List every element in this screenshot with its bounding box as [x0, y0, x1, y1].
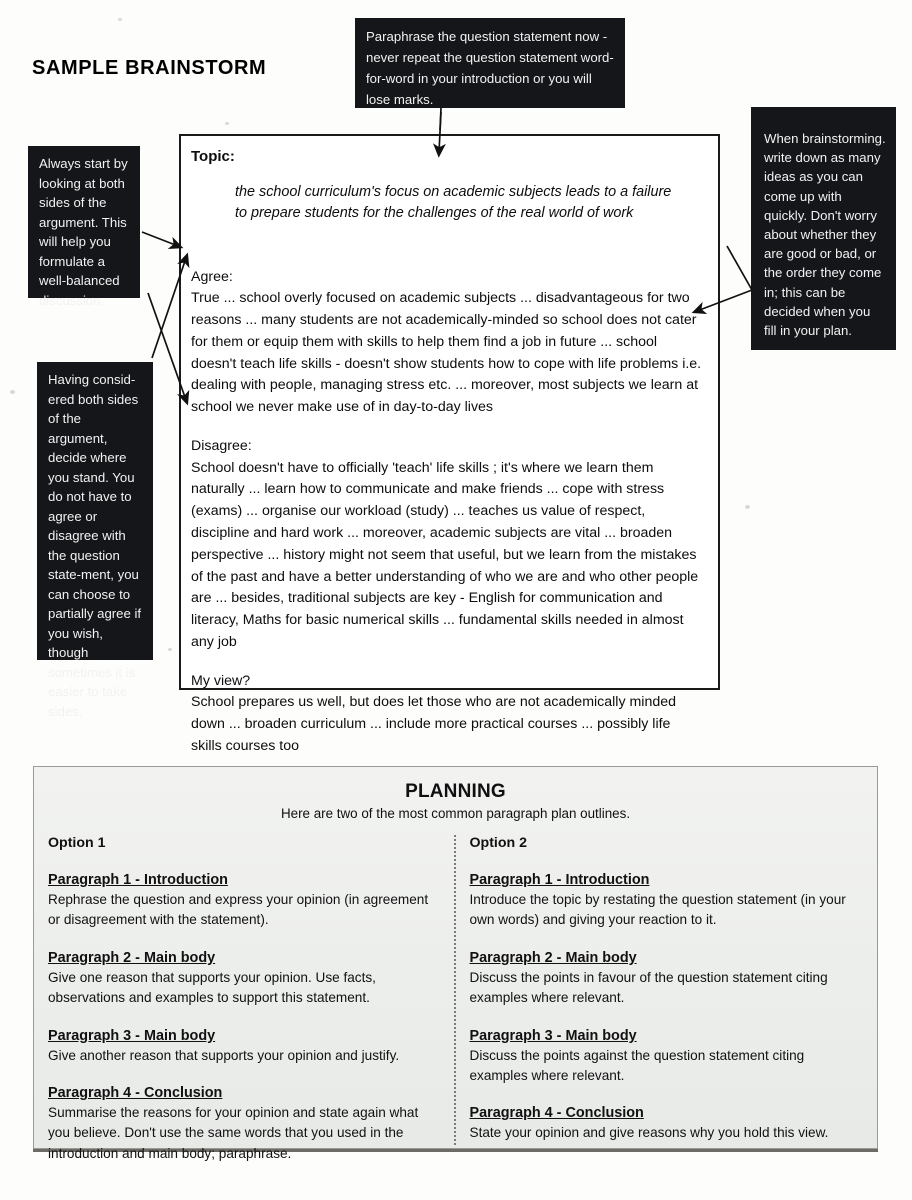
scan-speck [118, 18, 122, 21]
scan-speck [168, 648, 172, 651]
option-1-title: Option 1 [48, 835, 106, 851]
planning-column-option-1 [34, 835, 456, 1161]
option-2-paragraph-3-body: Discuss the points against the question statement citing examples where relevant. [469, 1047, 805, 1084]
option-2-paragraph-3-head: Paragraph 3 - Main body [469, 1027, 637, 1044]
option-2-title: Option 2 [469, 835, 528, 851]
option-1-paragraph-2-body: Give one reason that supports your opinion. Use facts, observations and examples to support this statement. [48, 969, 376, 1006]
scan-speck [10, 390, 15, 394]
brainstorm-sheet [179, 134, 720, 754]
option-2-paragraph-1-head: Paragraph 1 - Introduction [469, 872, 650, 888]
disagree-body: School doesn't have to officially 'teach' life skills ; it's where we learn them naturally ... learn how to communicate and make friends ... cope with stress (exams) ... organise our workload (study) ... teaches us value of respect, discipline and hard work ... moreover, academic subjects are vital ... broaden perspective ... history might not seem that useful, but we learn from the mistakes of the past and have a better understanding of who we are and who other people are ... besides, traditional subjects are key - English for communication and literacy, Maths for basic numerical skills ... fundamental skills needed in almost any job [191, 459, 699, 650]
scan-speck [745, 505, 750, 509]
disagree-label: Disagree: [191, 437, 252, 454]
connector-always-to-agree [142, 232, 178, 246]
agree-section [191, 267, 704, 419]
option-1-paragraph-4-head: Paragraph 4 - Conclusion [48, 1085, 223, 1102]
option-1-paragraph-4-body: Summarise the reasons for your opinion and state again what you believe. Don't use the same words that you used in the introduction and main body; paraphrase. [48, 1105, 419, 1161]
planning-title: PLANNING [405, 781, 506, 802]
connector-paraphrase-to-topic [440, 108, 441, 130]
option-2-paragraph-4-body: State your opinion and give reasons why you hold this view. [469, 1125, 829, 1141]
disagree-section [191, 436, 704, 654]
option-2-paragraph-4-head: Paragraph 4 - Conclusion [469, 1105, 644, 1122]
option-1-paragraph-2-head: Paragraph 2 - Main body [48, 949, 216, 966]
my-view-body: School prepares us well, but does let those who are not academically minded down ... broaden curriculum ... include more practical courses ... possibly life skills courses too [191, 694, 677, 754]
agree-body: True ... school overly focused on academic subjects ... disadvantageous for two reasons ... many students are not academically-minded so school does not cater for them or equip them with skills to help them find a job in future ... school doesn't teach life skills - doesn't show students how to cope with life problems i.e. dealing with people, managing stress etc. ... moreover, most subjects we learn at school we never make use of in day-to-day lives [191, 290, 702, 416]
planning-column-option-2 [456, 835, 878, 1145]
my-view-section [191, 671, 704, 758]
topic-statement: the school curriculum's focus on academic subjects leads to a failure to prepare students for the challenges of the real world of work [235, 183, 672, 222]
my-view-label: My view? [191, 672, 251, 689]
option-2-paragraph-2-head: Paragraph 2 - Main body [469, 949, 637, 966]
option-2-paragraph-2-body: Discuss the points in favour of the question statement citing examples where relevant. [469, 969, 828, 1006]
planning-subtitle: Here are two of the most common paragraph plan outlines. [280, 806, 631, 821]
topic-label: Topic: [191, 148, 235, 165]
option-1-paragraph-3-body: Give another reason that supports your opinion and justify. [48, 1047, 400, 1063]
note-always-start: Always start by looking at both sides of the argument. This will help you formulate a well-balanced discussion. [28, 146, 140, 298]
option-1-paragraph-1-body: Rephrase the question and express your opinion (in agreement or disagreement with the statement). [48, 892, 429, 928]
note-paraphrase: Paraphrase the question statement now - never repeat the question statement word-for-word in your introduction or you will lose marks. [355, 18, 625, 108]
note-when-brainstorming: When brainstorming. write down as many ideas as you can come up with quickly. Don't worry about whether they are good or bad, or the order they come in; this can be decided when you fill in your plan. [751, 107, 896, 350]
page-title: SAMPLE BRAINSTORM [32, 57, 267, 79]
note-having-considered: Having consid-ered both sides of the argument, decide where you stand. You do not have to agree or disagree with the question state-ment, you can choose to partially agree if you wish, though sometimes it is easier to take sides. [37, 362, 153, 660]
scan-speck [225, 122, 229, 125]
agree-label: Agree: [191, 268, 233, 285]
option-1-paragraph-3-head: Paragraph 3 - Main body [48, 1027, 216, 1044]
option-2-paragraph-1-body: Introduce the topic by restating the question statement (in your own words) and giving your reaction to it. [469, 892, 846, 928]
connector-brainstorming-tail [727, 246, 752, 290]
planning-panel [33, 766, 878, 1161]
option-1-paragraph-1-head: Paragraph 1 - Introduction [48, 872, 228, 888]
